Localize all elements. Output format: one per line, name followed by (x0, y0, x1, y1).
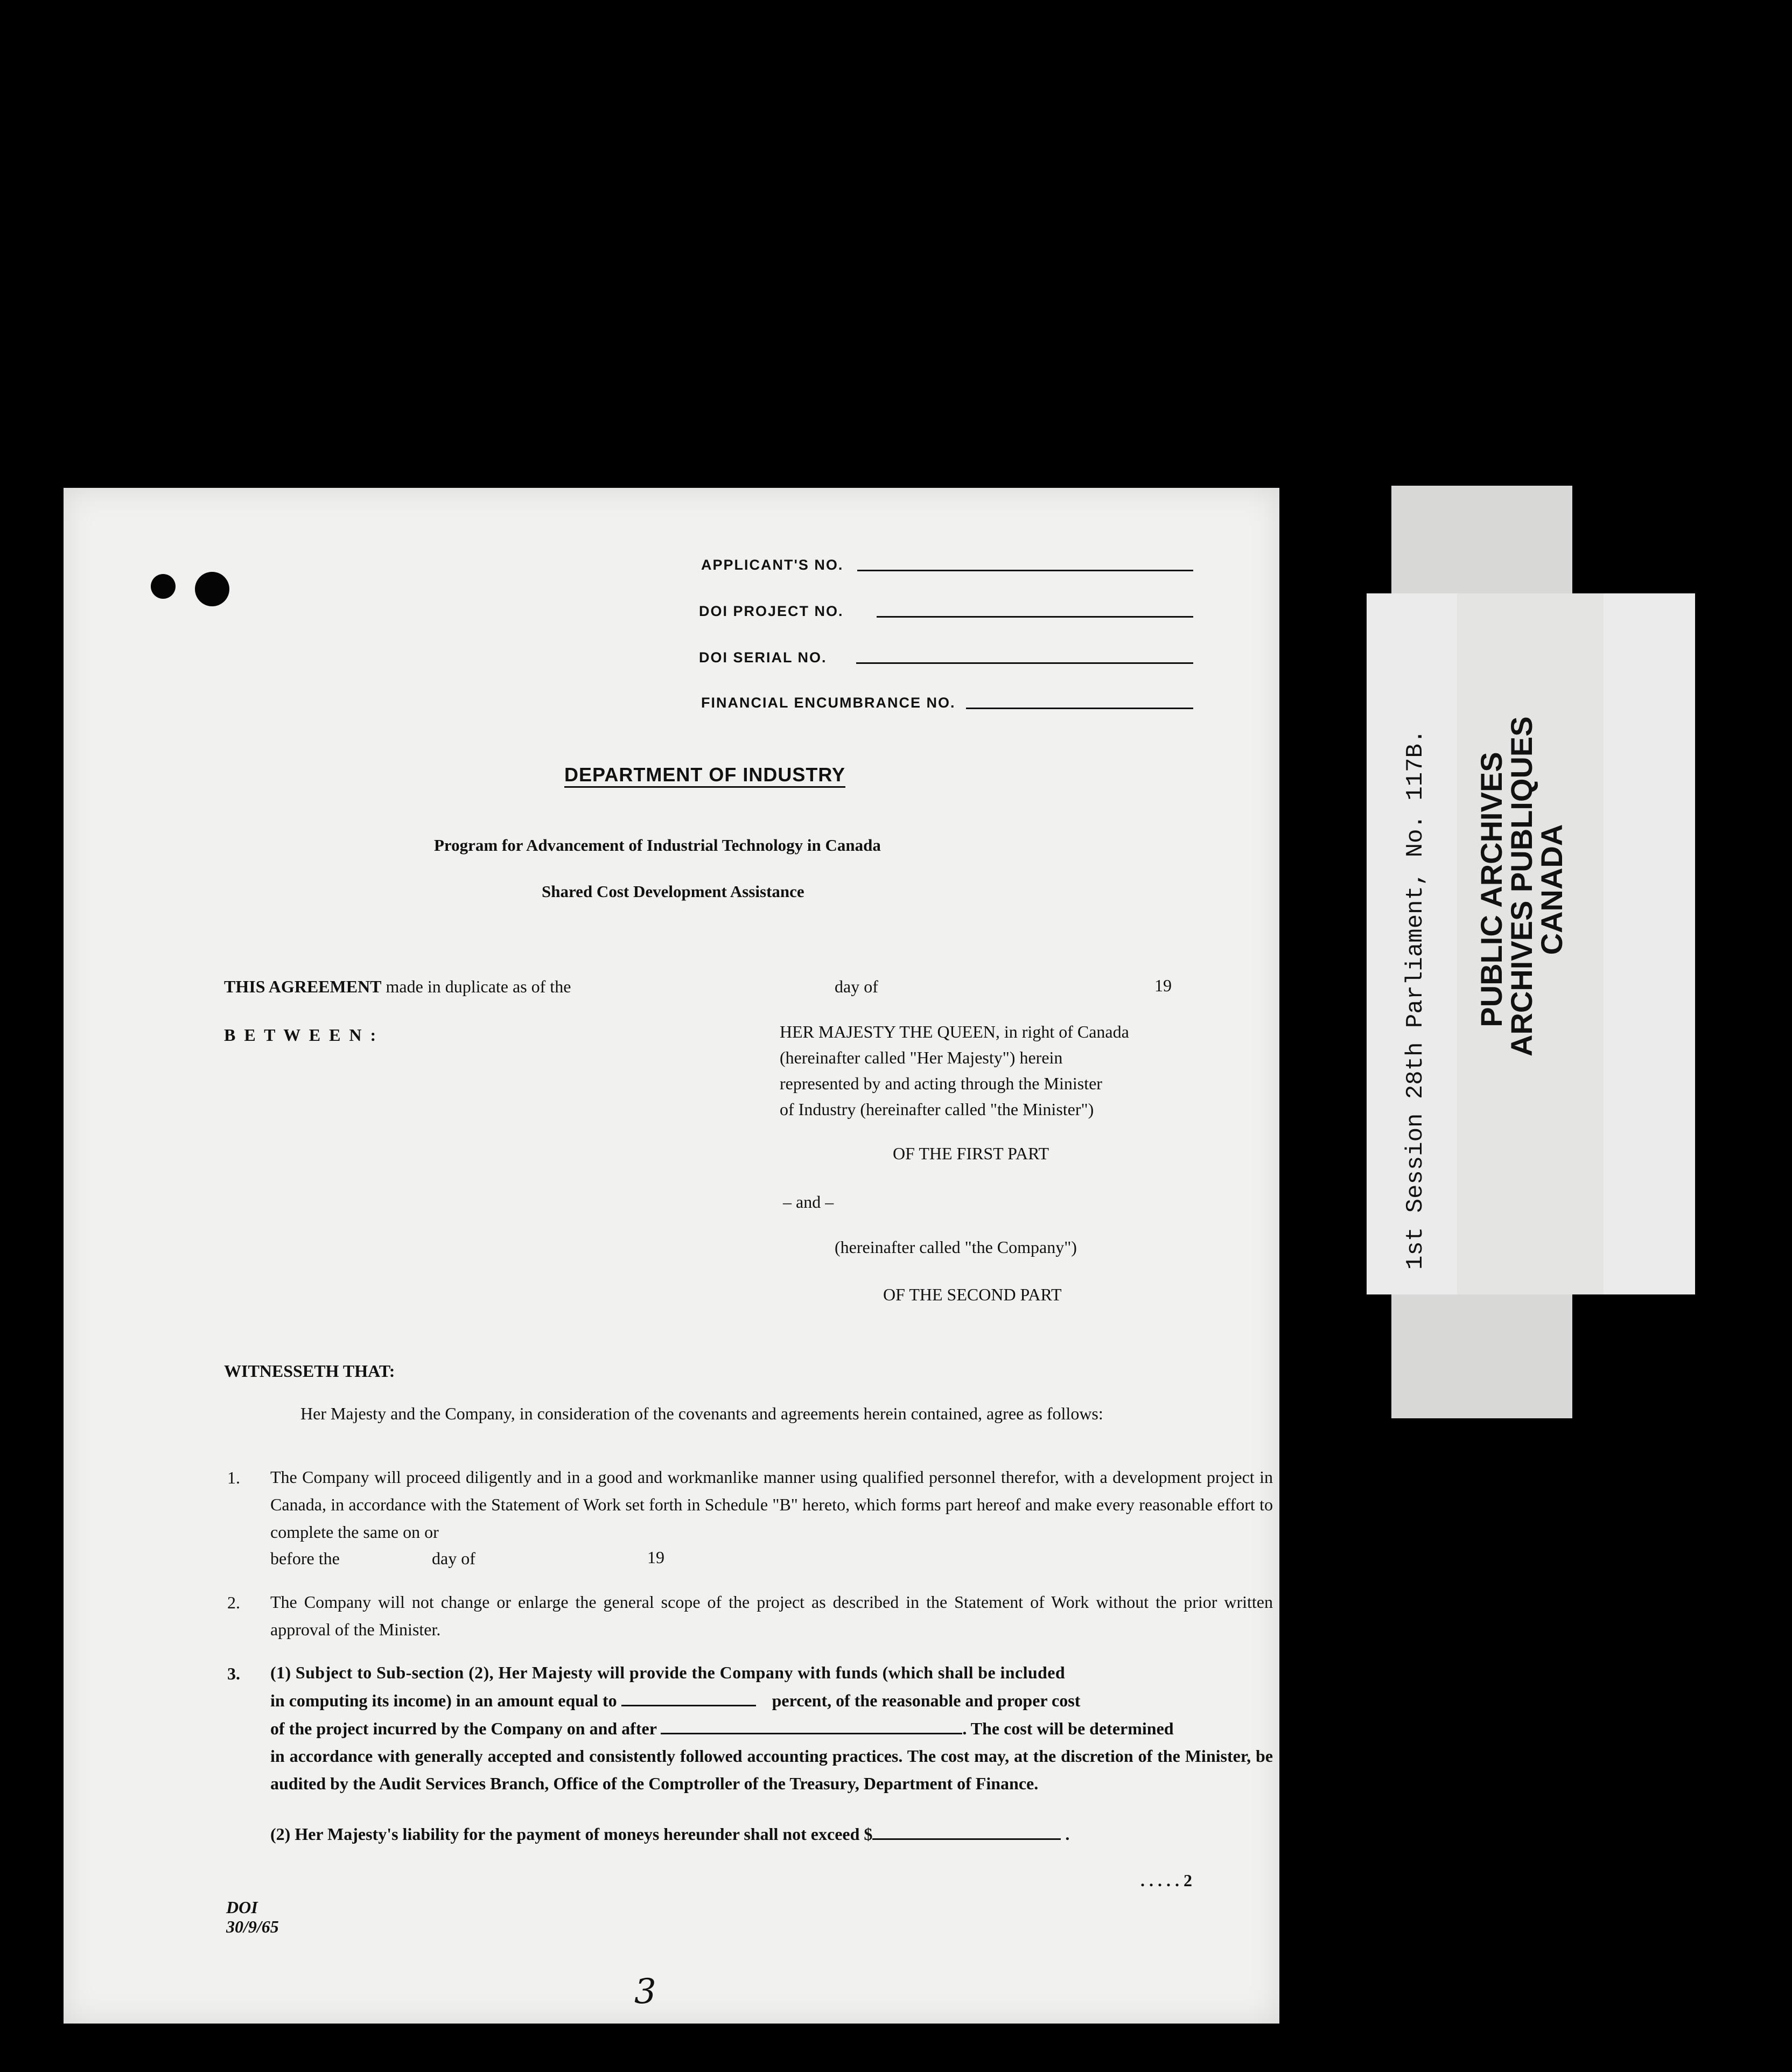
start-date-blank[interactable] (661, 1733, 962, 1734)
witnesseth-heading: WITNESSETH THAT: (224, 1361, 395, 1381)
document-page (64, 488, 1279, 2024)
clause-2-number: 2. (227, 1593, 240, 1612)
second-part-label: OF THE SECOND PART (883, 1285, 1062, 1304)
footer-code: DOI (226, 1898, 258, 1917)
clause-3-sub1-line2: in computing its income) in an amount equal to percent, of the reasonable and proper cost (270, 1691, 1081, 1710)
assistance-heading: Shared Cost Development Assistance (542, 882, 804, 901)
program-heading: Program for Advancement of Industrial Technology in Canada (434, 836, 881, 855)
agreement-day-of: day of (835, 977, 878, 996)
punch-hole (151, 574, 176, 599)
punch-hole (195, 572, 229, 606)
clause-3-sub1-line3: of the project incurred by the Company on and after . The cost will be determined (270, 1719, 1174, 1738)
archive-line-1: PUBLIC ARCHIVES (1474, 752, 1508, 1027)
field-label-project: DOI PROJECT NO. (699, 603, 844, 619)
handwritten-page-number: 3 (634, 1972, 656, 2012)
party-two-label: (hereinafter called "the Company") (835, 1237, 1077, 1257)
party-one-line: of Industry (hereinafter called "the Minister") (780, 1100, 1094, 1119)
agreement-line: THIS AGREEMENT made in duplicate as of the (224, 977, 571, 996)
field-line-encumbrance[interactable] (966, 708, 1193, 709)
archive-line-2: ARCHIVES PUBLIQUES (1504, 716, 1538, 1056)
clause-3-number: 3. (227, 1664, 240, 1683)
clause-1-before: before the (270, 1549, 340, 1568)
clause-2-text: The Company will not change or enlarge the general scope of the project as described in the Statement of Work without the prior written approval of the Minister. (270, 1592, 1273, 1639)
field-label-serial: DOI SERIAL NO. (699, 649, 827, 666)
percent-blank[interactable] (621, 1705, 756, 1706)
party-one-block (780, 1019, 1129, 1122)
clause-1-day-of: day of (432, 1549, 475, 1568)
department-heading: DEPARTMENT OF INDUSTRY (564, 764, 845, 788)
field-label-encumbrance: FINANCIAL ENCUMBRANCE NO. (701, 695, 956, 711)
first-part-label: OF THE FIRST PART (893, 1144, 1049, 1163)
field-line-serial[interactable] (856, 662, 1193, 664)
party-one-line: represented by and acting through the Minister (780, 1074, 1102, 1093)
clause-3-sub1-line1: (1) Subject to Sub-section (2), Her Majesty will provide the Company with funds (which shall be included (270, 1663, 1066, 1682)
intro-paragraph: Her Majesty and the Company, in consideration of the covenants and agreements herein contained, agree as follows: (300, 1404, 1103, 1423)
agreement-year: 19 (1154, 976, 1172, 995)
field-line-applicant[interactable] (857, 570, 1193, 571)
archive-reference: 1st Session 28th Parliament, No. 117B. (1402, 729, 1429, 1270)
liability-amount-blank[interactable] (872, 1838, 1061, 1840)
party-one-line: HER MAJESTY THE QUEEN, in right of Canada (780, 1022, 1129, 1041)
clause-1-year: 19 (647, 1548, 664, 1567)
clause-3-sub2: (2) Her Majesty's liability for the payment of moneys hereunder shall not exceed $ . (270, 1824, 1070, 1844)
clause-3-sub1-rest: in accordance with generally accepted and consistently followed accounting practices. The cost may, at the discretion of the Minister, be audited by the Audit Services Branch, Office of the Comptroller of the Treasury, Department of Finance. (270, 1746, 1273, 1793)
field-line-project[interactable] (877, 616, 1193, 618)
archive-line-3: CANADA (1535, 824, 1569, 955)
clause-1-number: 1. (227, 1468, 240, 1487)
party-one-line: (hereinafter called "Her Majesty") herein (780, 1048, 1063, 1067)
archive-name-block (1474, 716, 1569, 1056)
field-label-applicant: APPLICANT'S NO. (701, 557, 844, 573)
between-label: B E T W E E N : (224, 1025, 379, 1045)
footer-date: 30/9/65 (226, 1917, 279, 1936)
and-separator: – and – (783, 1192, 834, 1212)
clause-1-text: The Company will proceed diligently and in a good and workmanlike manner using qualified personnel therefor, with a development project in Canada, in accordance with the Statement of Work set forth in Schedule "B" hereto, which forms part hereof and make every reasonable effort to complete the same on or (270, 1467, 1273, 1542)
continuation-marker: . . . . . 2 (1140, 1871, 1192, 1890)
archive-stamp (1367, 593, 1695, 1294)
